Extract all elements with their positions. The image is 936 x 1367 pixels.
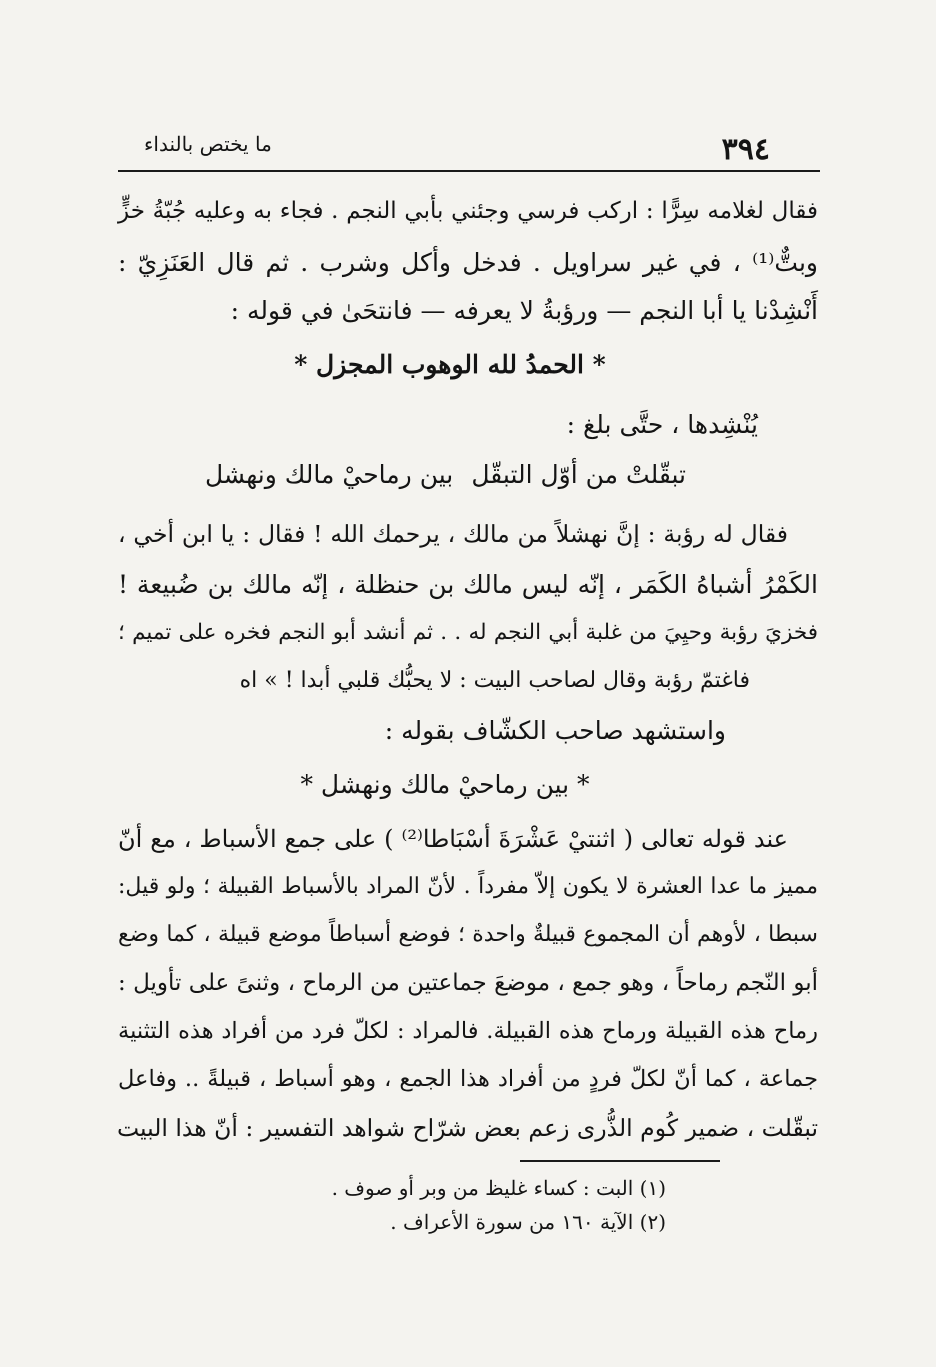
- footnote-1: (١) البت : كساء غليظ من وبر أو صوف .: [331, 1176, 666, 1200]
- text-line: سبطا ، لأوهم أن المجموع قبيلةٌ واحدة ؛ فوضع أسباطاً موضع قبيلة ، كما وضع: [118, 922, 818, 947]
- footnote-rule: [520, 1160, 720, 1162]
- text-line: فاغتمّ رؤبة وقال لصاحب البيت : لا يحبُّك قلبي أبدا ! » اه: [239, 668, 750, 693]
- text-line: مميز ما عدا العشرة لا يكون إلاّ مفرداً . لأنّ المراد بالأسباط القبيلة ؛ ولو قيل:: [118, 874, 818, 899]
- text-line: يُنْشِدها ، حتَّى بلغ :: [566, 410, 758, 439]
- text-line: وبتٌّ⁽¹⁾ ، في غير سراويل . فدخل وأكل وشرب . ثم قال العَنَزِيّ :: [118, 248, 818, 277]
- text-line: أبو النّجم رماحاً ، وهو جمع ، موضعَ جماعتين من الرماح ، وثنىً على تأويل :: [118, 970, 818, 996]
- page-header: [118, 128, 818, 168]
- header-rule: [118, 170, 820, 172]
- text-line: تبقّلت ، ضمير كُوم الذُّرى زعم بعض شرّاح شواهد التفسير : أنّ هذا البيت: [116, 1114, 818, 1142]
- running-title: ما يختص بالنداء: [144, 132, 272, 156]
- footnote-2: (٢) الآية ١٦٠ من سورة الأعراف .: [390, 1210, 666, 1234]
- text-line: جماعة ، كما أنّ لكلّ فردٍ من أفراد هذا الجمع ، وهو أسباط ، قبيلةً .. وفاعل: [118, 1066, 818, 1092]
- text-line: فقال له رؤبة : إنَّ نهشلاً من مالك ، يرحمك الله ! فقال : يا ابن أخي ،: [118, 520, 788, 548]
- text-line: فخزيَ رؤبة وحيِيَ من غلبة أبي النجم له . . ثم أنشد أبو النجم فخره على تميم ؛: [118, 620, 818, 645]
- verse-line: * بين رماحيْ مالك ونهشل *: [300, 770, 590, 799]
- text-line: فقال لغلامه سِرًّا : اركب فرسي وجئني بأبي النجم . فجاء به وعليه جُبّةُ خزٍّ: [118, 198, 818, 224]
- verse-line: * الحمدُ لله الوهوب المجزل *: [294, 350, 606, 379]
- page-number: ٣٩٤: [721, 132, 770, 167]
- text-line: رماح هذه القبيلة ورماح هذه القبيلة. فالمراد : لكلّ فرد من أفراد هذه التثنية: [118, 1018, 818, 1044]
- text-line: أَنْشِدْنا يا أبا النجم — ورؤبةُ لا يعرفه — فانتحَىٰ في قوله :: [230, 296, 818, 325]
- text-line: واستشهد صاحب الكشّاف بقوله :: [384, 716, 726, 745]
- verse-hemistich-left: بين رماحيْ مالك ونهشل: [205, 460, 454, 489]
- text-line: عند قوله تعالى ( اثنتيْ عَشْرَةَ أسْبَاطا⁽²⁾ ) على جمع الأسباط ، مع أنّ: [118, 825, 789, 853]
- verse-hemistich-right: تبقّلتْ من أوّل التبقّل: [471, 460, 686, 489]
- text-line: الكَمْرُ أشباهُ الكَمَر ، إنّه ليس مالك بن حنظلة ، إنّه مالك بن ضُبيعة !: [118, 570, 818, 599]
